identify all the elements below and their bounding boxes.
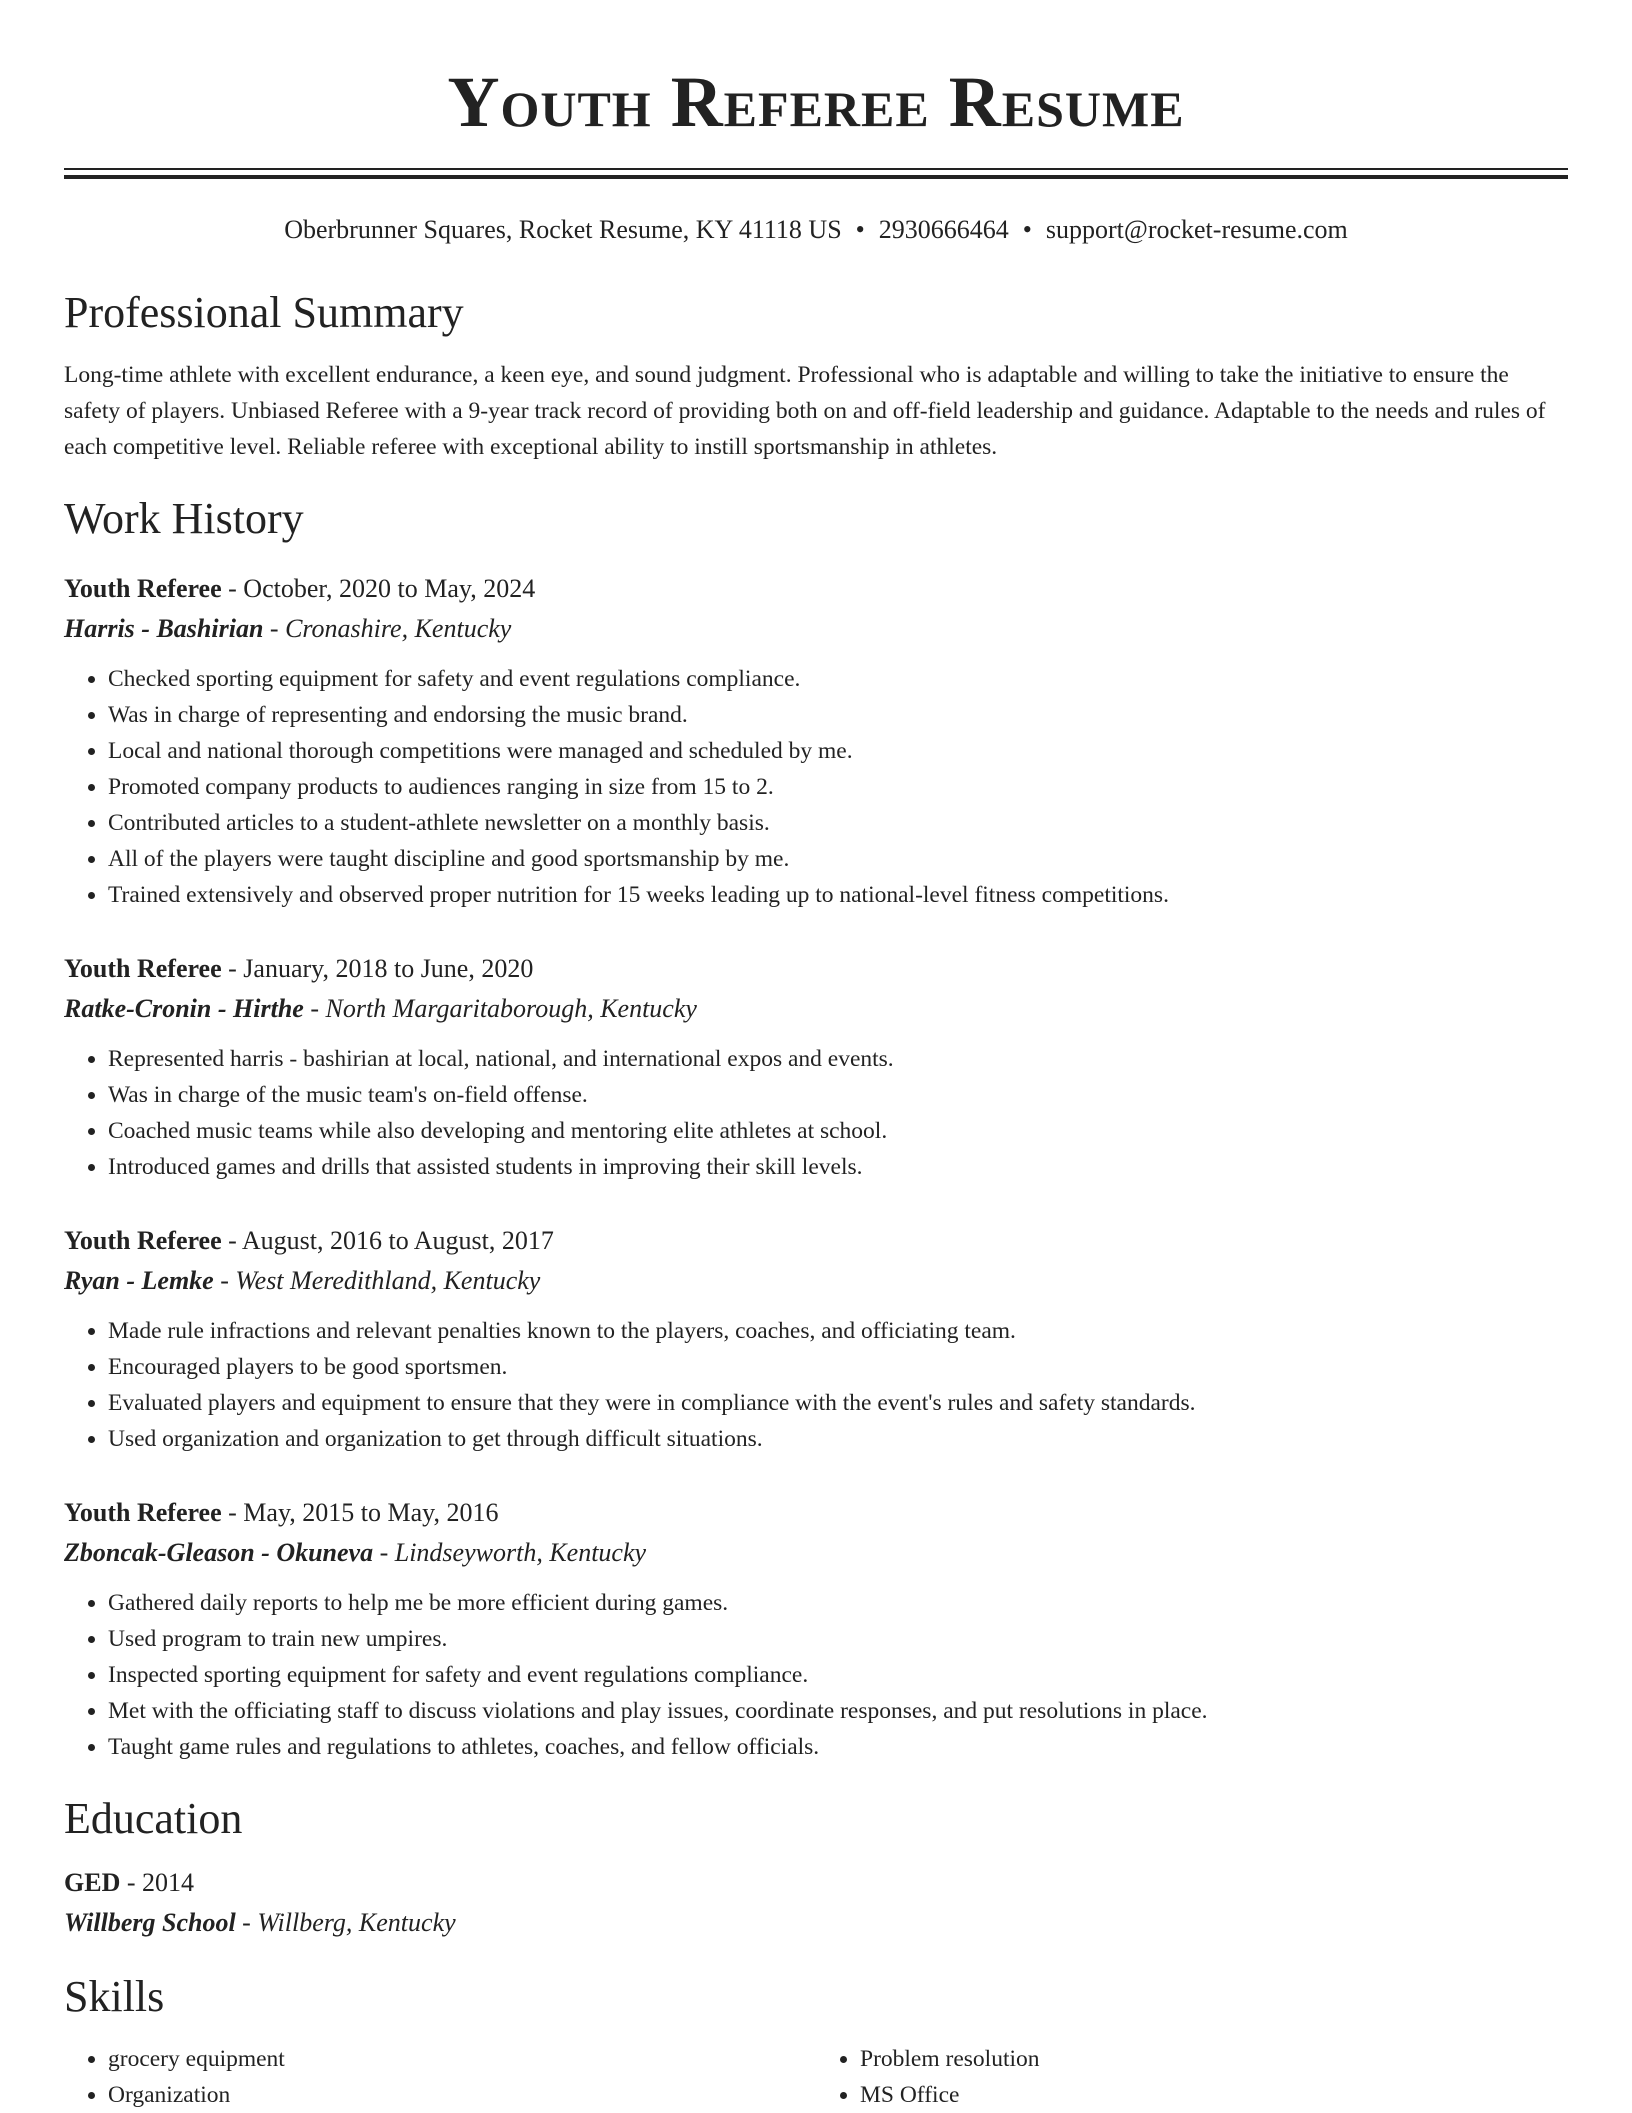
education-school: Willberg School (64, 1908, 236, 1937)
job-role: Youth Referee (64, 574, 222, 603)
contact-address: Oberbrunner Squares, Rocket Resume, KY 41118 US (284, 215, 842, 244)
job-bullet: • Evaluated players and equipment to ensure that they were in compliance with the event's rules and safety standards. (108, 1385, 1568, 1421)
work-history-heading: Work History (64, 494, 304, 543)
job-entry (64, 1221, 1568, 1457)
job-bullet: • Used program to train new umpires. (108, 1621, 1568, 1657)
education-year: - 2014 (120, 1868, 195, 1897)
job-bullet: • Trained extensively and observed proper nutrition for 15 weeks leading up to national-level fitness competitions. (108, 877, 1568, 913)
job-company-line (64, 1261, 1568, 1301)
job-company-line (64, 609, 1568, 649)
job-title-line (64, 569, 1568, 609)
skill-item: • grocery equipment (108, 2041, 816, 2077)
skill-item: • MS Office (860, 2077, 1568, 2113)
summary-heading: Professional Summary (64, 288, 464, 337)
contact-email: support@rocket-resume.com (1045, 215, 1348, 244)
job-entry (64, 949, 1568, 1185)
job-bullet-list (64, 1041, 1568, 1185)
job-dates: - January, 2018 to June, 2020 (221, 954, 534, 983)
job-role: Youth Referee (64, 954, 222, 983)
skill-item: • Problem resolution (860, 2041, 1568, 2077)
job-title-line (64, 1221, 1568, 1261)
job-title-line (64, 1493, 1568, 1533)
education-entry (64, 1863, 1568, 1943)
job-bullet: • Coached music teams while also developing and mentoring elite athletes at school. (108, 1113, 1568, 1149)
job-bullet-list (64, 1585, 1568, 1765)
job-bullet: • Met with the officiating staff to discuss violations and play issues, coordinate responses, and put resolutions in place. (108, 1693, 1568, 1729)
contact-separator: • (1022, 215, 1032, 244)
skills-grid (64, 2041, 1568, 2113)
education-degree-line (64, 1863, 1568, 1903)
job-company-line (64, 1533, 1568, 1573)
job-company: Ratke-Cronin - Hirthe (64, 994, 304, 1023)
job-bullet: • Was in charge of the music team's on-field offense. (108, 1077, 1568, 1113)
job-bullet: • Encouraged players to be good sportsmen. (108, 1349, 1568, 1385)
education-school-line (64, 1903, 1568, 1943)
job-role: Youth Referee (64, 1226, 222, 1255)
job-bullet: • Inspected sporting equipment for safety and event regulations compliance. (108, 1657, 1568, 1693)
job-bullet: • Promoted company products to audiences ranging in size from 15 to 2. (108, 769, 1568, 805)
job-entry (64, 569, 1568, 913)
job-bullet: • Checked sporting equipment for safety and event regulations compliance. (108, 661, 1568, 697)
job-bullet: • Was in charge of representing and endorsing the music brand. (108, 697, 1568, 733)
job-company: Zboncak-Gleason - Okuneva (64, 1538, 374, 1567)
job-bullet-list (64, 1313, 1568, 1457)
job-bullet: • Introduced games and drills that assisted students in improving their skill levels. (108, 1149, 1568, 1185)
job-bullet-list (64, 661, 1568, 913)
education-degree: GED (64, 1868, 121, 1897)
job-company: Harris - Bashirian (64, 614, 264, 643)
job-location: - Cronashire, Kentucky (263, 614, 512, 643)
job-bullet: • Local and national thorough competitions were managed and scheduled by me. (108, 733, 1568, 769)
job-dates: - May, 2015 to May, 2016 (221, 1498, 499, 1527)
job-bullet: • Gathered daily reports to help me be more efficient during games. (108, 1585, 1568, 1621)
skills-column-right (816, 2041, 1568, 2113)
skills-column-left (64, 2041, 816, 2113)
job-bullet: • All of the players were taught discipline and good sportsmanship by me. (108, 841, 1568, 877)
job-dates: - October, 2020 to May, 2024 (221, 574, 536, 603)
job-dates: - August, 2016 to August, 2017 (221, 1226, 554, 1255)
skill-item: • Organization (108, 2077, 816, 2113)
job-bullet: • Represented harris - bashirian at local, national, and international expos and events. (108, 1041, 1568, 1077)
job-bullet: • Taught game rules and regulations to athletes, coaches, and fellow officials. (108, 1729, 1568, 1765)
contact-separator: • (855, 215, 865, 244)
resume-title: Youth Referee Resume (447, 62, 1185, 142)
work-history-list (64, 569, 1568, 1765)
education-heading: Education (64, 1794, 243, 1843)
job-bullet: • Made rule infractions and relevant penalties known to the players, coaches, and officiating team. (108, 1313, 1568, 1349)
summary-text: Long-time athlete with excellent endurance, a keen eye, and sound judgment. Professional who is adaptable and willing to take the initiative to ensure the safety of players. Unbiased Referee with a 9-year track record of providing both on and off-field leadership and guidance. Adaptable to the needs and rules of each competitive level. Reliable referee with exceptional ability to instill sportsmanship in athletes. (64, 362, 1546, 460)
job-location: - West Meredithland, Kentucky (213, 1266, 541, 1295)
job-role: Youth Referee (64, 1498, 222, 1527)
job-entry (64, 1493, 1568, 1765)
job-location: - North Margaritaborough, Kentucky (303, 994, 697, 1023)
job-bullet: • Contributed articles to a student-athlete newsletter on a monthly basis. (108, 805, 1568, 841)
job-title-line (64, 949, 1568, 989)
education-location: - Willberg, Kentucky (235, 1908, 456, 1937)
title-double-rule (64, 168, 1568, 179)
job-bullet: • Used organization and organization to get through difficult situations. (108, 1421, 1568, 1457)
contact-line (64, 213, 1568, 247)
job-company: Ryan - Lemke (64, 1266, 214, 1295)
job-location: - Lindseyworth, Kentucky (373, 1538, 647, 1567)
contact-phone: 2930666464 (878, 215, 1009, 244)
skills-heading: Skills (64, 1972, 165, 2021)
job-company-line (64, 989, 1568, 1029)
